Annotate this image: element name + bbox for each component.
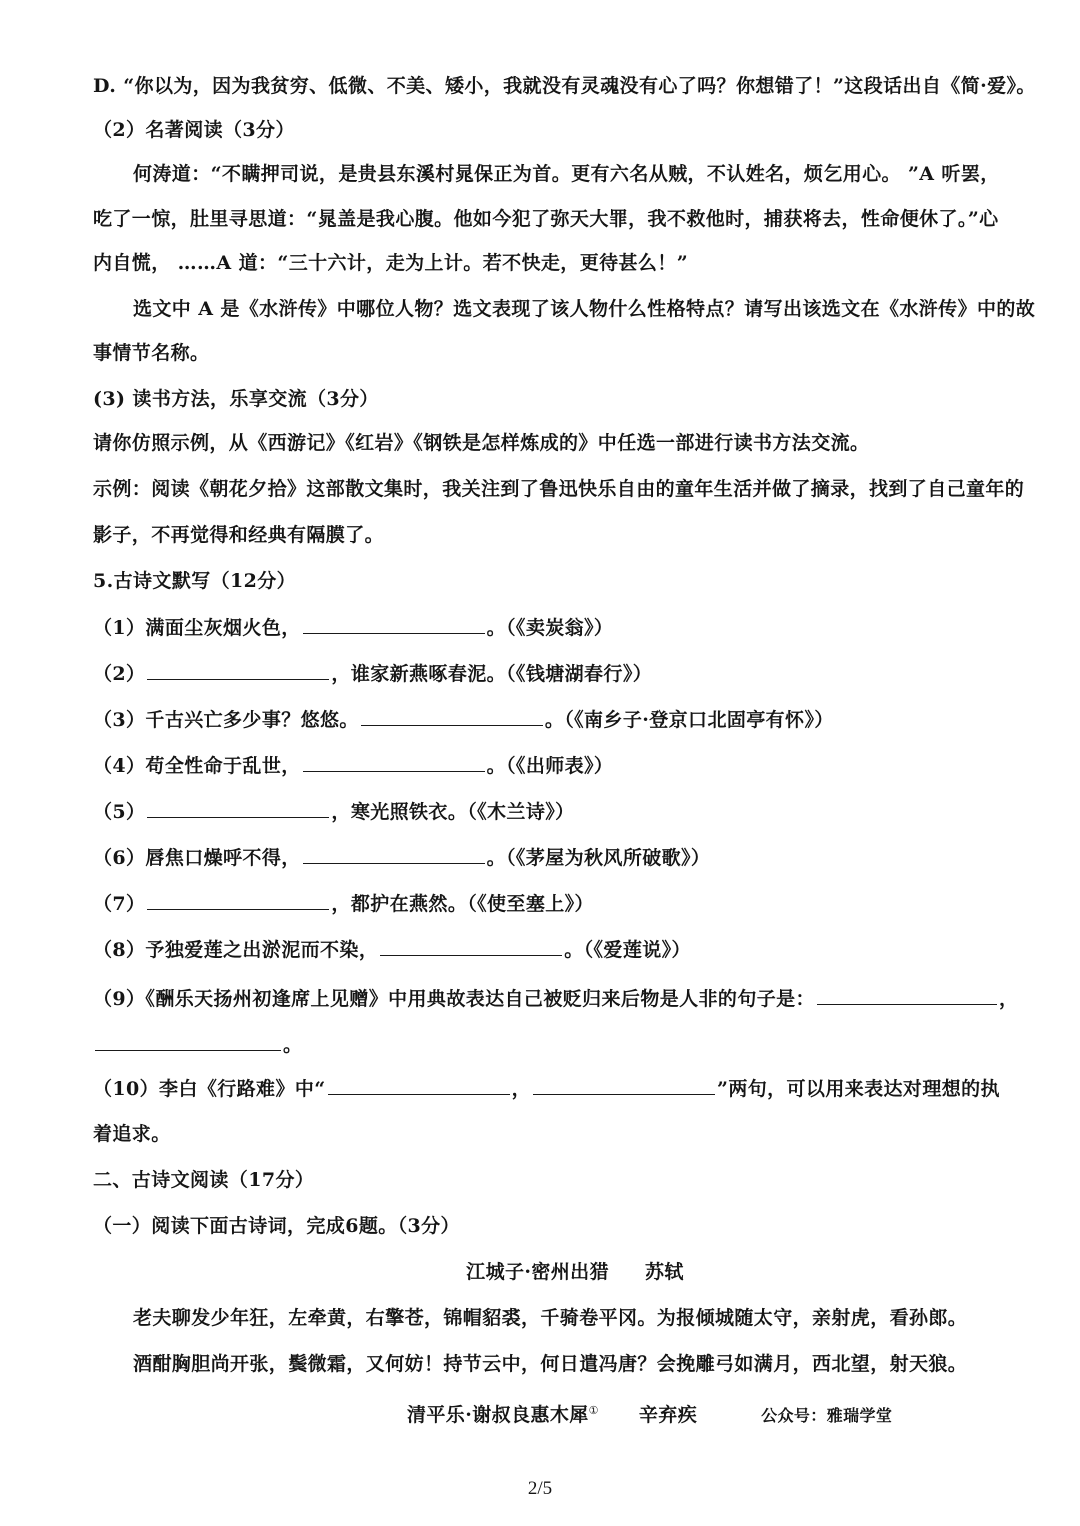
recitation-item-4: （4）苟全性命于乱世， 。（《出师表》） — [0, 751, 1080, 780]
answer-blank[interactable] — [328, 1074, 510, 1095]
recitation-item-10: （10）李白《行路难》中“ ， ”两句，可以用来表达对理想的执 — [0, 1074, 1080, 1103]
answer-blank[interactable] — [95, 1030, 281, 1051]
section-2-sub-heading: （一）阅读下面古诗词，完成6题。（3分） — [93, 1215, 460, 1237]
recitation-item-5: （5） ，寒光照铁衣。（《木兰诗》） — [0, 797, 1080, 826]
question-2-prompt-1: 选文中 A 是《水浒传》中哪位人物？选文表现了该人物什么性格特点？请写出该选文在《水浒传》中的故 — [133, 298, 1036, 320]
recitation-item-6: （6）唇焦口燥呼不得， 。（《茅屋为秋风所破歌》） — [0, 843, 1080, 872]
recitation-item-9: （9）《酬乐天扬州初逢席上见赠》中用典故表达自己被贬归来后物是人非的句子是： ， — [0, 984, 1080, 1013]
passage-line-1: 何涛道：“不瞒押司说，是贵县东溪村晁保正为首。更有六名从贼，不认姓名，烦乞用心。 ”A 听罢， — [133, 163, 1000, 185]
answer-blank[interactable] — [817, 984, 997, 1005]
answer-blank[interactable] — [361, 705, 543, 726]
page-number: 2/5 — [527, 1478, 553, 1499]
option-d: D. “你以为，因为我贫穷、低微、不美、矮小，我就没有灵魂没有心了吗？你想错了！”这段话出自《简·爱》。 — [93, 75, 1036, 97]
question-3-prompt: 请你仿照示例，从《西游记》《红岩》《钢铁是怎样炼成的》中任选一部进行读书方法交流。 — [93, 432, 870, 454]
poem-1-line-1: 老夫聊发少年狂，左牵黄，右擎苍，锦帽貂裘，千骑卷平冈。为报倾城随太守，亲射虎，看孙郎。 — [133, 1307, 968, 1329]
answer-blank[interactable] — [380, 935, 562, 956]
poem-1-title-line — [0, 1258, 1080, 1286]
poem-2-title: 清平乐·谢叔良惠木犀 — [407, 1404, 589, 1427]
answer-blank[interactable] — [147, 659, 329, 680]
poem-2-author: 辛弃疾 — [638, 1404, 698, 1427]
poem-1-title: 江城子·密州出猎 — [466, 1261, 609, 1283]
recitation-item-8: （8）予独爱莲之出淤泥而不染， 。（《爱莲说》） — [0, 935, 1080, 964]
watermark-text: 公众号：雅瑞学堂 — [761, 1406, 893, 1426]
footnote-marker: ① — [588, 1404, 599, 1417]
recitation-item-2: （2） ，谁家新燕啄春泥。（《钱塘湖春行》） — [0, 659, 1080, 688]
section-5-heading: 5.古诗文默写（12分） — [93, 570, 297, 592]
section-2-heading: 二、古诗文阅读（17分） — [93, 1169, 315, 1191]
example-line-1: 示例：阅读《朝花夕拾》这部散文集时，我关注到了鲁迅快乐自由的童年生活并做了摘录，找到了自己童年的 — [93, 478, 1025, 500]
answer-blank[interactable] — [147, 797, 329, 818]
recitation-item-10-continued: 着追求。 — [93, 1123, 171, 1145]
example-line-2: 影子，不再觉得和经典有隔膜了。 — [93, 524, 385, 546]
poem-1-author: 苏轼 — [645, 1261, 684, 1283]
question-3-heading: (3) 读书方法，乐享交流（3分） — [93, 388, 379, 410]
recitation-item-3: （3）千古兴亡多少事？悠悠。 。（《南乡子·登京口北固亭有怀》） — [0, 705, 1080, 734]
passage-line-2: 吃了一惊，肚里寻思道：“晁盖是我心腹。他如今犯了弥天大罪，我不救他时，捕获将去，性命便休了。”心 — [93, 208, 999, 230]
question-2-prompt-2: 事情节名称。 — [93, 342, 210, 364]
answer-blank[interactable] — [303, 613, 485, 634]
poem-1-line-2: 酒酣胸胆尚开张，鬓微霜，又何妨！持节云中，何日遣冯唐？会挽雕弓如满月，西北望，射天狼。 — [133, 1353, 968, 1375]
recitation-item-9-continued: 。 — [0, 1030, 1080, 1059]
question-2-heading: （2）名著阅读（3分） — [93, 119, 295, 141]
answer-blank[interactable] — [303, 843, 485, 864]
answer-blank[interactable] — [303, 751, 485, 772]
recitation-item-1: （1）满面尘灰烟火色， 。（《卖炭翁》） — [0, 613, 1080, 642]
passage-line-3: 内自慌， ……A 道：“三十六计，走为上计。若不快走，更待甚么！” — [93, 252, 689, 274]
answer-blank[interactable] — [147, 889, 329, 910]
recitation-item-7: （7） ，都护在燕然。（《使至塞上》） — [0, 889, 1080, 918]
poem-2-title-line — [0, 1397, 1080, 1430]
answer-blank[interactable] — [533, 1074, 715, 1095]
